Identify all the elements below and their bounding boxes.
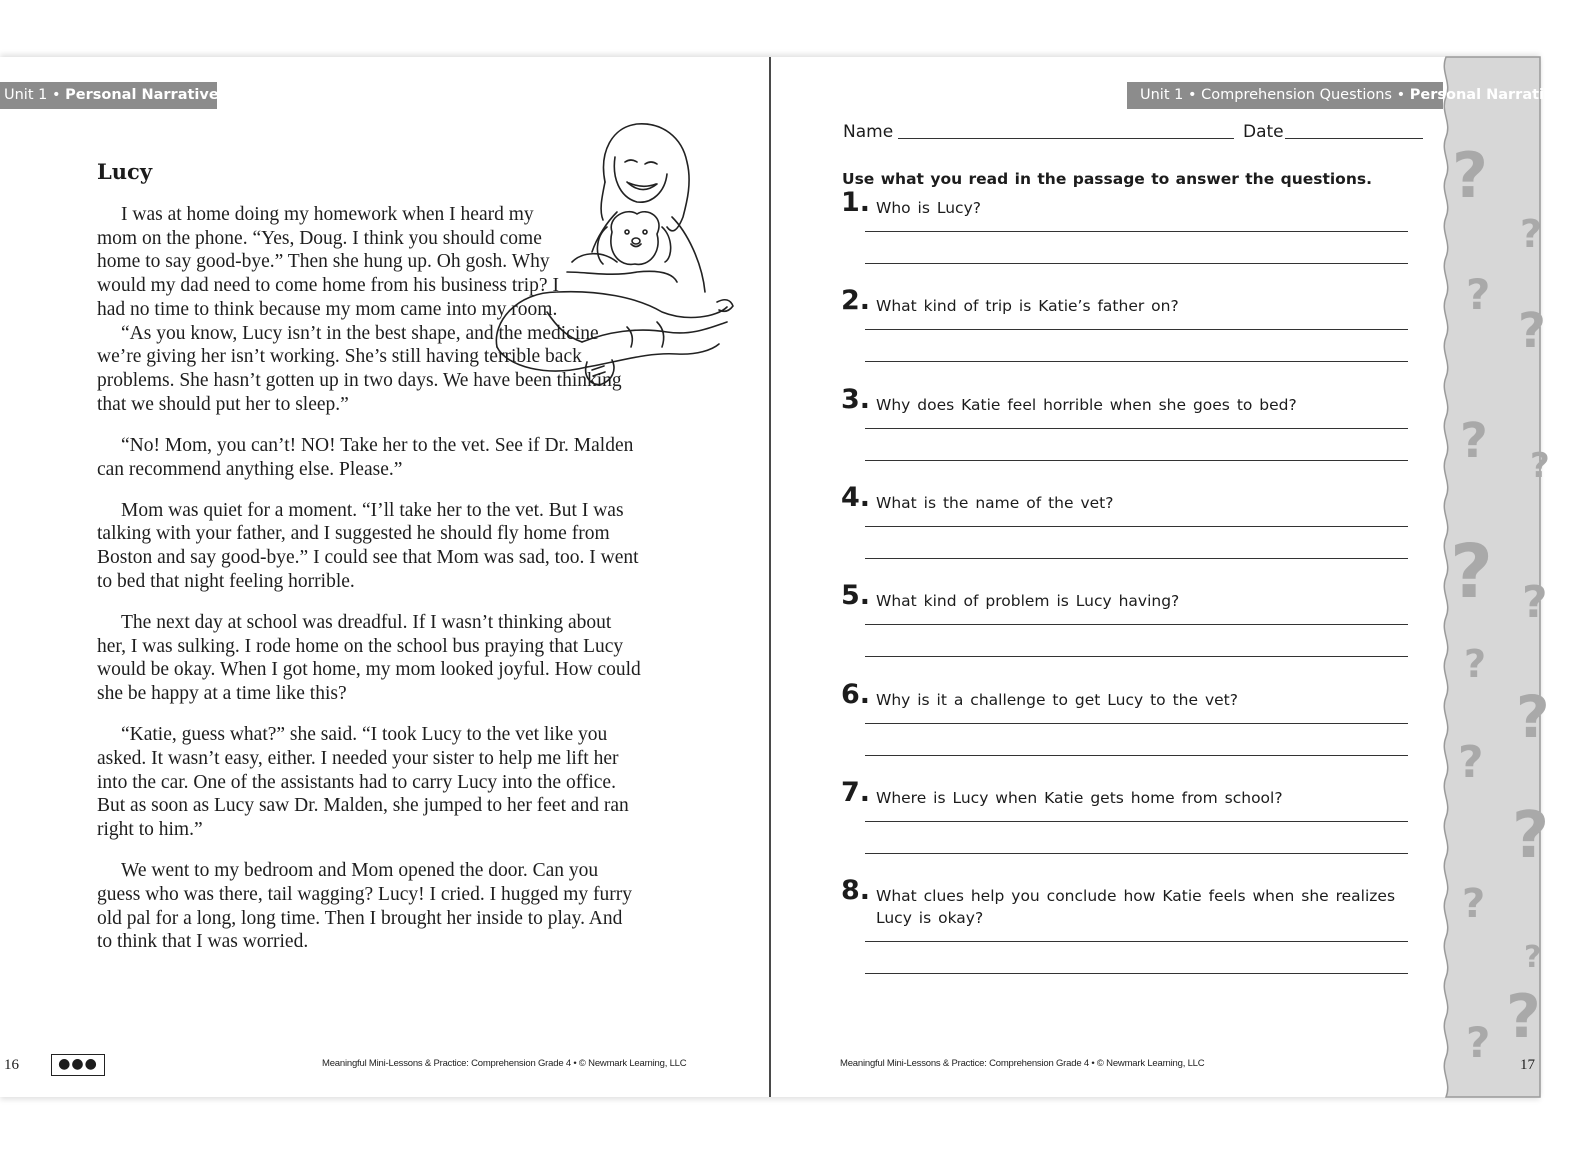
question-number: 5. xyxy=(841,580,871,611)
story-title: Lucy xyxy=(97,159,153,184)
question-text: Why is it a challenge to get Lucy to the vet? xyxy=(876,691,1238,709)
answer-line[interactable] xyxy=(865,329,1408,330)
question-number: 4. xyxy=(841,482,871,513)
question-number: 7. xyxy=(841,777,871,808)
question-mark-icon: ? xyxy=(1466,270,1491,319)
answer-line[interactable] xyxy=(865,526,1408,527)
story-text xyxy=(97,203,642,972)
right-header-tab: Unit 1 • Comprehension Questions • Personal Narratives II xyxy=(1127,82,1443,109)
story-paragraph: Mom was quiet for a moment. “I’ll take her to the vet. But I was talking with your father, and I suggested he should fly home from Boston and say good-bye.” I could see that Mom was sad, too. I went to bed that night feeling horrible. xyxy=(97,499,639,592)
answer-line[interactable] xyxy=(865,821,1408,822)
answer-line[interactable] xyxy=(865,973,1408,974)
book-spread xyxy=(0,57,1588,1097)
answer-line[interactable] xyxy=(865,460,1408,461)
question-mark-icon: ? xyxy=(1464,642,1487,686)
answer-line[interactable] xyxy=(865,361,1408,362)
answer-line[interactable] xyxy=(865,853,1408,854)
left-header-tab: Unit 1 • Personal Narratives II xyxy=(0,82,217,109)
question-number: 2. xyxy=(841,285,871,316)
answer-line[interactable] xyxy=(865,558,1408,559)
question-text: What kind of trip is Katie’s father on? xyxy=(876,297,1179,315)
instructions: Use what you read in the passage to answer the questions. xyxy=(842,170,1372,188)
question-mark-icon: ? xyxy=(1458,737,1484,788)
name-date-row xyxy=(843,122,1433,146)
answer-line[interactable] xyxy=(865,428,1408,429)
header-unit: Unit 1 xyxy=(4,87,48,103)
answer-line[interactable] xyxy=(865,624,1408,625)
question-mark-icon: ? xyxy=(1522,577,1548,628)
left-page xyxy=(0,57,769,1097)
question-number: 8. xyxy=(841,875,871,906)
answer-line[interactable] xyxy=(865,755,1408,756)
header-section: Comprehension Questions xyxy=(1201,87,1392,103)
question-text: Why does Katie feel horrible when she goes to bed? xyxy=(876,396,1297,414)
answer-line[interactable] xyxy=(865,941,1408,942)
question-text: Who is Lucy? xyxy=(876,199,981,217)
question-mark-icon: ? xyxy=(1520,212,1543,256)
question-text: What is the name of the vet? xyxy=(876,494,1114,512)
answer-line[interactable] xyxy=(865,656,1408,657)
question-mark-icon: ? xyxy=(1506,982,1541,1052)
question-text: What clues help you conclude how Katie feels when she realizes Lucy is okay? xyxy=(876,887,1396,927)
question-mark-icon: ? xyxy=(1466,1018,1491,1067)
question-number: 6. xyxy=(841,679,871,710)
question-mark-sidebar xyxy=(1438,57,1550,1097)
question-mark-icon: ? xyxy=(1516,683,1550,751)
header-topic: Personal Narratives II xyxy=(65,87,244,103)
story-paragraph: We went to my bedroom and Mom opened the door. Can you guess who was there, tail wagging? Lucy! I cried. I hugged my furry old pal for a long, long time. Then I brought her inside to play. And to think that I was worried. xyxy=(97,860,633,953)
level-marker: ●●● xyxy=(51,1054,105,1076)
question-mark-icon: ? xyxy=(1450,529,1493,615)
header-unit: Unit 1 xyxy=(1140,87,1184,103)
answer-line[interactable] xyxy=(865,263,1408,264)
answer-line[interactable] xyxy=(865,231,1408,232)
story-paragraph: I was at home doing my homework when I heard my mom on the phone. “Yes, Doug. I think you should come home to say good-bye.” Then she hung up. Oh gosh. Why would my dad need to come home from his business trip? I had no time to think because my mom came into my room. xyxy=(97,204,559,320)
name-field[interactable] xyxy=(898,138,1234,139)
question-mark-icon: ? xyxy=(1530,446,1550,486)
question-mark-icon: ? xyxy=(1460,413,1488,469)
question-number: 3. xyxy=(841,384,871,415)
question-mark-icon: ? xyxy=(1462,881,1486,927)
question-text: What kind of problem is Lucy having? xyxy=(876,592,1180,610)
right-page xyxy=(771,57,1588,1097)
name-label: Name xyxy=(843,122,894,142)
page-number-left: 16 xyxy=(4,1057,19,1073)
question-text: Where is Lucy when Katie gets home from school? xyxy=(876,789,1283,807)
footer-credit-left: Meaningful Mini-Lessons & Practice: Comprehension Grade 4 • © Newmark Learning, LLC xyxy=(322,1058,687,1069)
story-paragraph: “As you know, Lucy isn’t in the best shape, and the medicine we’re giving her isn’t working. She’s still having terrible back problems. She hasn’t gotten up in two days. We have been thinking that we should put her to sleep.” xyxy=(97,322,622,415)
story-paragraph: “No! Mom, you can’t! NO! Take her to the vet. See if Dr. Malden can recommend anything else. Please.” xyxy=(97,434,634,480)
answer-line[interactable] xyxy=(865,723,1408,724)
question-mark-icon: ? xyxy=(1512,799,1550,873)
date-field[interactable] xyxy=(1285,138,1423,139)
question-mark-icon: ? xyxy=(1452,139,1488,212)
question-number: 1. xyxy=(841,187,871,218)
question-mark-icon: ? xyxy=(1518,303,1546,359)
page-number-right: 17 xyxy=(1520,1057,1535,1073)
footer-credit-right: Meaningful Mini-Lessons & Practice: Comprehension Grade 4 • © Newmark Learning, LLC xyxy=(840,1058,1205,1069)
date-label: Date xyxy=(1243,122,1284,142)
story-paragraph: The next day at school was dreadful. If I wasn’t thinking about her, I was sulking. I rode home on the school bus praying that Lucy would be okay. When I got home, my mom looked joyful. How could she be happy at a time like this? xyxy=(97,612,641,705)
question-mark-icon: ? xyxy=(1524,940,1542,975)
story-paragraph: “Katie, guess what?” she said. “I took Lucy to the vet like you asked. It wasn’t easy, either. I needed your sister to help me lift her into the car. One of the assistants had to carry Lucy into the office. But as soon as Lucy saw Dr. Malden, she jumped to her feet and ran right to him.” xyxy=(97,724,629,841)
header-topic: Personal Narratives II xyxy=(1409,87,1588,103)
